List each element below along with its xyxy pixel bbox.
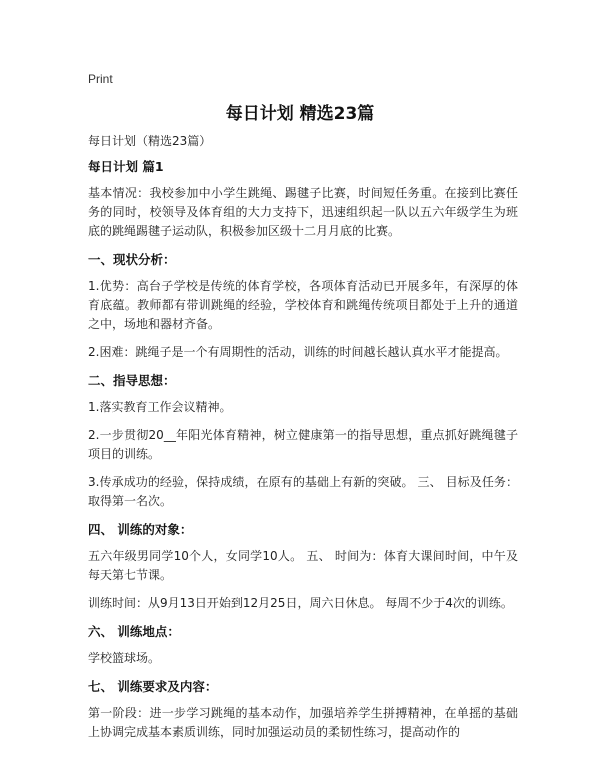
section-title: 每日计划 篇1 [88,159,164,174]
heading-training-targets: 四、 训练的对象： [88,522,193,537]
paragraph-training-time: 训练时间：从9月13日开始到12月25日，周六日休息。 每周不少于4次的训练。 [88,596,513,610]
heading-guiding-ideology: 二、指导思想： [88,373,176,388]
document-title: 每日计划 精选23篇 [225,104,375,124]
paragraph-location: 学校篮球场。 [88,651,161,665]
paragraph-guiding-2: 2.一步贯彻20__年阳光体育精神，树立健康第一的指导思想，重点抓好跳绳毽子项目的训练。 [88,428,518,461]
document-body [88,132,518,751]
document-subtitle: 每日计划（精选23篇） [88,134,212,148]
heading-status-analysis: 一、现状分析： [88,252,176,267]
print-label[interactable]: Print [88,72,113,86]
paragraph-intro: 基本情况：我校参加中小学生跳绳、踢毽子比赛，时间短任务重。在接到比赛任务的同时，校领导及体育组的大力支持下，迅速组织起一队以五六年级学生为班底的跳绳踢毽子运动队，积极参加区级十二月月底的比赛。 [88,186,518,238]
heading-training-location: 六、 训练地点： [88,624,180,639]
paragraph-advantage: 1.优势：高台子学校是传统的体育学校，各项体育活动已开展多年，有深厚的体育底蕴。教师都有带训跳绳的经验，学校体育和跳绳传统项目都处于上升的通道之中，场地和器材齐备。 [88,279,518,331]
paragraph-guiding-1: 1.落实教育工作会议精神。 [88,400,232,414]
paragraph-targets: 五六年级男同学10个人，女同学10人。 五、 时间为：体育大课间时间，中午及每天第七节课。 [88,549,518,582]
heading-training-content: 七、 训练要求及内容： [88,679,218,694]
paragraph-stage-one: 第一阶段：进一步学习跳绳的基本动作，加强培养学生拼搏精神，在单摇的基础上协调完成基本素质训练，同时加强运动员的柔韧性练习，提高动作的 [88,706,518,739]
paragraph-difficulty: 2.困难：跳绳子是一个有周期性的活动，训练的时间越长越认真水平才能提高。 [88,345,508,359]
paragraph-guiding-3: 3.传承成功的经验，保持成绩，在原有的基础上有新的突破。 三、 目标及任务：取得第一名次。 [88,475,518,508]
